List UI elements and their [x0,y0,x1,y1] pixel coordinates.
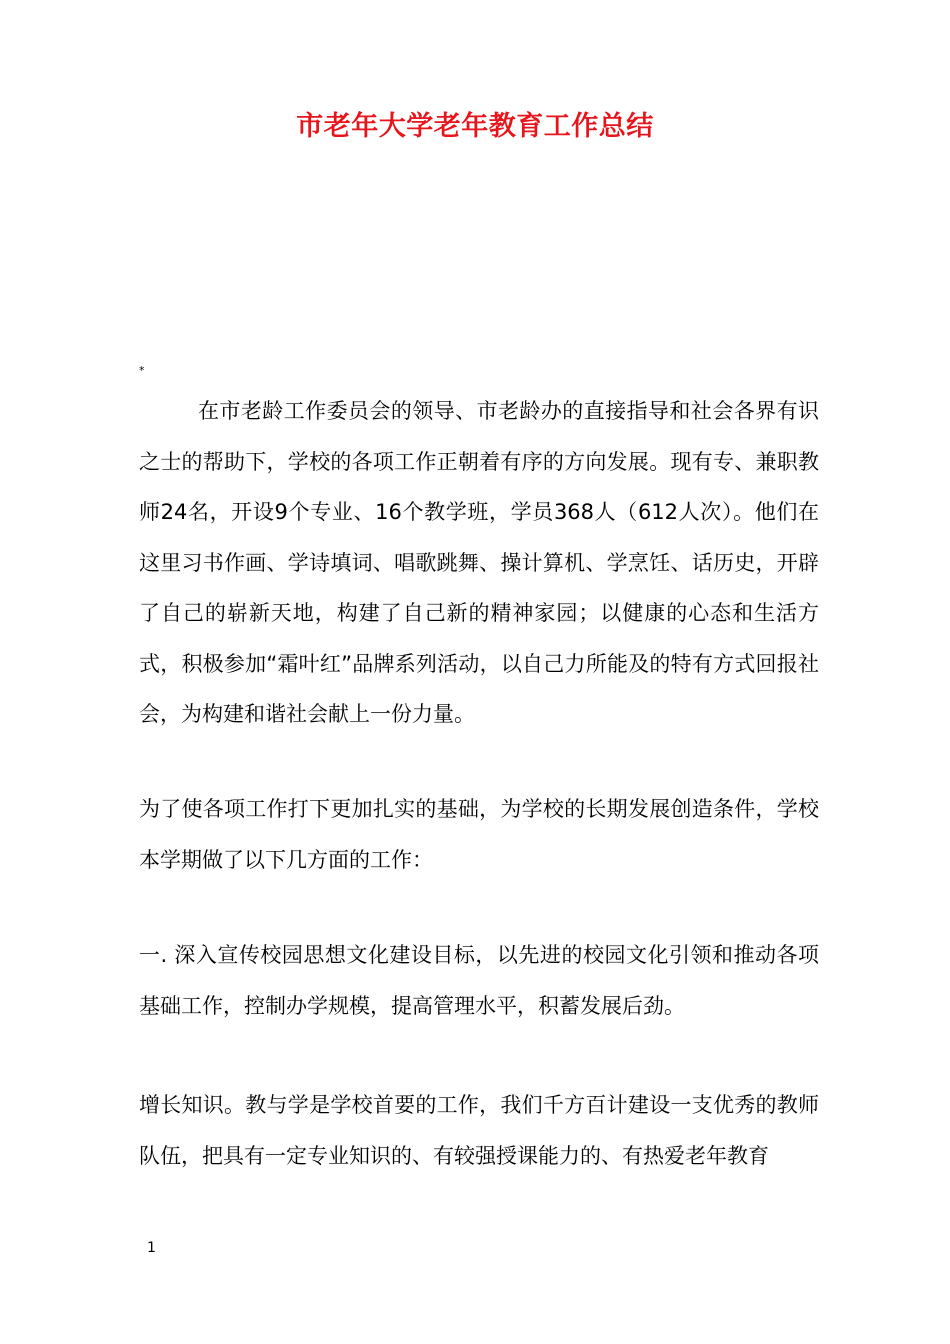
paragraph-intro: 在市老龄工作委员会的领导、市老龄办的直接指导和社会各界有识之士的帮助下，学校的各项工作正朝着有序的方向发展。现有专、兼职教师24名，开设9个专业、16个教学班，学员368人（612人次）。他们在这里习书作画、学诗填词、唱歌跳舞、操计算机、学烹饪、话历史，开辟了自己的崭新天地，构建了自己新的精神家园；以健康的心态和生活方式，积极参加“霜叶红”品牌系列活动，以自己力所能及的特有方式回报社会，为构建和谐社会献上一份力量。 [139,399,819,726]
asterisk-mark: * [139,364,145,377]
paragraph-overview: 为了使各项工作打下更加扎实的基础，为学校的长期发展创造条件，学校本学期做了以下几方面的工作： [139,797,819,872]
page-number: 1 [147,1240,156,1256]
document-title: 市老年大学老年教育工作总结 [296,111,654,142]
paragraph-section-one: 一. 深入宣传校园思想文化建设目标，以先进的校园文化引领和推动各项基础工作，控制办学规模，提高管理水平，积蓄发展后劲。 [139,943,819,1018]
paragraph-knowledge: 增长知识。教与学是学校首要的工作，我们千方百计建设一支优秀的教师队伍，把具有一定专业知识的、有较强授课能力的、有热爱老年教育 [139,1093,819,1168]
